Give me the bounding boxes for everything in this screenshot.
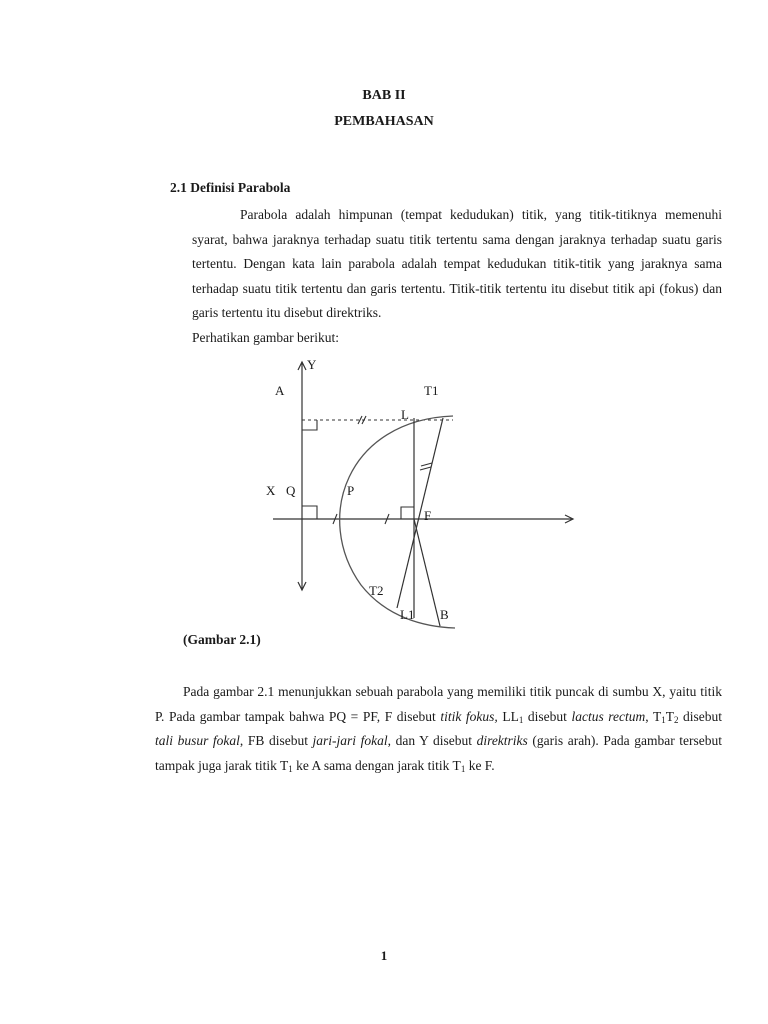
label-x: X — [266, 483, 276, 498]
text: (garis arah). Pada gambar tersebut tampak juga jarak titik T — [155, 733, 722, 773]
explanation-paragraph — [155, 680, 722, 778]
label-l: L — [401, 407, 409, 422]
right-angle-marker-f — [401, 507, 414, 519]
page-number: 1 — [380, 948, 388, 963]
text: , T — [645, 708, 662, 724]
subscript: 1 — [518, 714, 524, 725]
parabola-curve — [340, 416, 455, 628]
label-a: A — [275, 383, 285, 398]
text: ke F. — [465, 757, 495, 773]
term-direktriks: direktriks — [476, 733, 528, 748]
tick-mark — [421, 463, 432, 466]
subscript: 1 — [288, 763, 293, 774]
subscript: 1 — [661, 714, 666, 725]
text: disebut — [523, 708, 572, 724]
parabola-figure — [255, 350, 585, 635]
text: T — [665, 708, 674, 724]
text: ke A sama dengan jarak titik T — [292, 757, 461, 773]
label-y: Y — [307, 357, 317, 372]
label-t2: T2 — [369, 583, 384, 598]
label-b: B — [440, 607, 449, 622]
term-tali-busur-fokal: tali busur fokal — [155, 733, 240, 748]
subscript: 2 — [673, 714, 679, 725]
section-heading: 2.1 Definisi Parabola — [170, 180, 291, 195]
chapter-number: BAB II — [362, 88, 406, 103]
right-angle-marker-a — [302, 420, 317, 430]
text: , dan Y disebut — [387, 733, 477, 748]
term-lactus-rectum: lactus rectum — [571, 708, 646, 724]
text: disebut — [678, 708, 723, 724]
definition-block — [192, 203, 722, 350]
label-t1: T1 — [424, 383, 439, 398]
term-titik-fokus: titik fokus, — [440, 708, 498, 724]
tick-mark — [420, 467, 431, 470]
label-f: F — [424, 508, 432, 523]
focal-radius-line — [414, 519, 440, 626]
figure-caption: (Gambar 2.1) — [183, 632, 261, 647]
label-p: P — [347, 483, 355, 498]
text: LL — [497, 708, 519, 724]
right-angle-marker-q — [302, 506, 317, 519]
subscript: 1 — [460, 763, 466, 774]
term-jari-jari-fokal: jari-jari fokal — [312, 733, 388, 748]
text: , FB disebut — [239, 733, 313, 748]
figure-prompt: Perhatikan gambar berikut: — [192, 329, 339, 345]
text: Pada gambar 2.1 menunjukkan sebuah parabola yang memiliki titik puncak di sumbu X, yaitu titik P. Pada gambar tampak bahwa PQ = PF, F disebut — [155, 684, 722, 724]
label-l1: L1 — [400, 607, 415, 622]
label-q: Q — [286, 483, 296, 498]
focal-chord-line — [397, 418, 443, 608]
chapter-title: PEMBAHASAN — [334, 114, 434, 129]
definition-paragraph: Parabola adalah himpunan (tempat kedudukan) titik, yang titik-titiknya memenuhi syarat, bahwa jaraknya terhadap suatu titik tertentu sama dengan jaraknya terhadap suatu garis tertentu. Dengan kata lain parabola adalah tempat kedudukan titik-titik yang jaraknya sama terhadap suatu titik tertentu dan garis tertentu. Titik-titik tertentu itu disebut titik api (fokus) dan garis tertentu itu disebut direktriks. — [192, 207, 722, 320]
